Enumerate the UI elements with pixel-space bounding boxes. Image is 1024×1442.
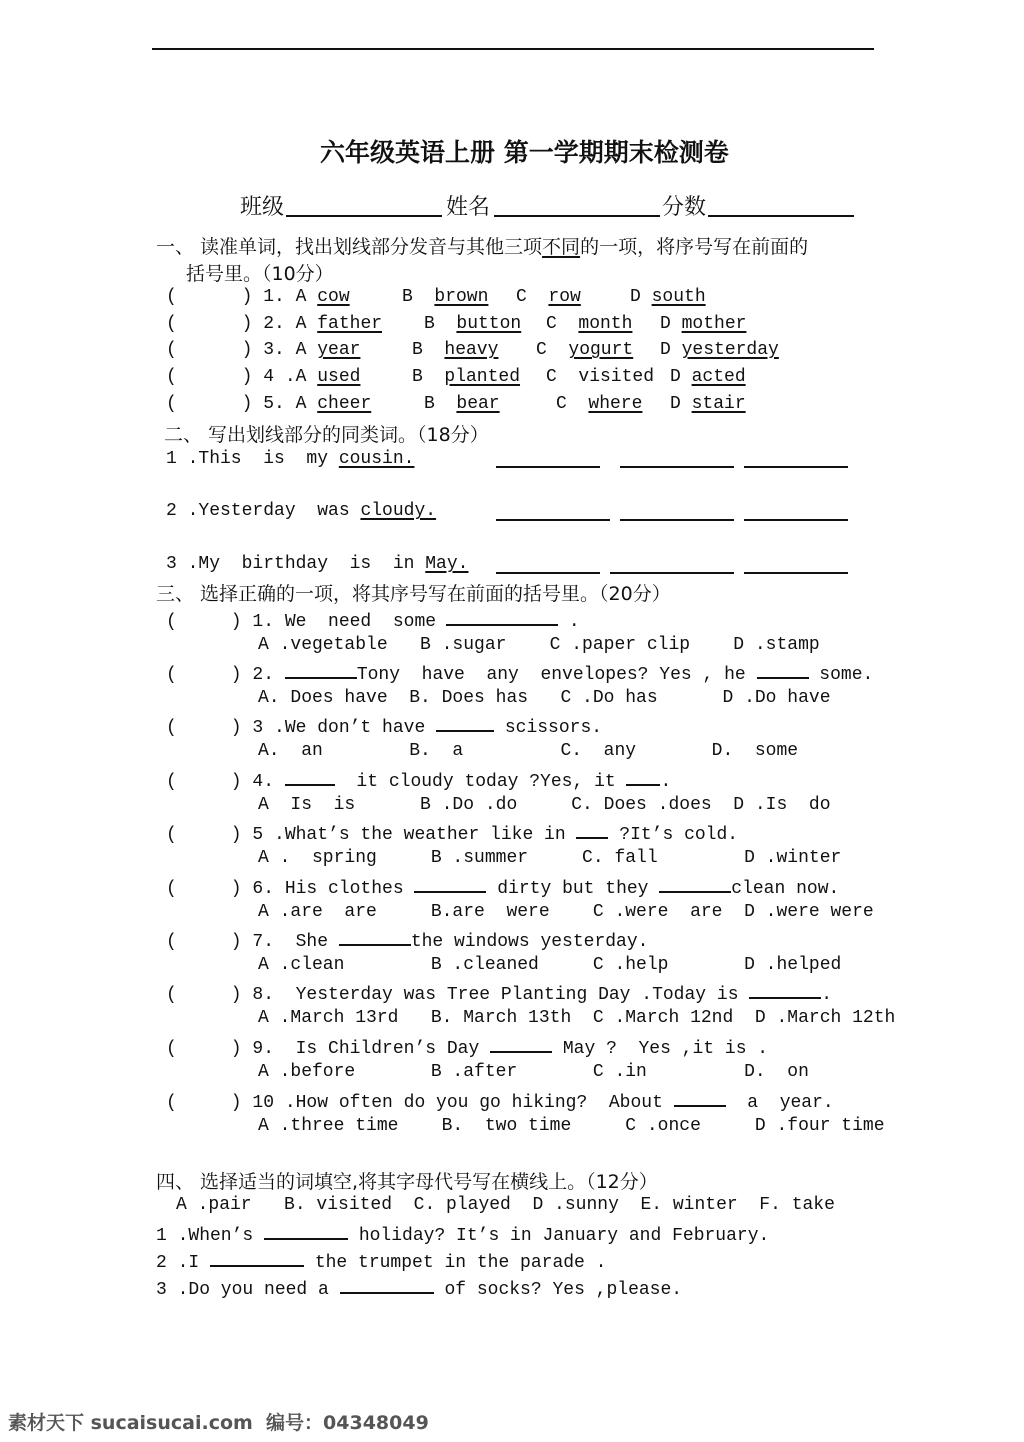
s1-q3-b: B heavy [412, 340, 499, 360]
section2-heading: 二、 写出划线部分的同类词。（18分） [164, 424, 489, 446]
s1-q1-c: C row [516, 287, 581, 307]
s3-q6-blank-2[interactable] [659, 875, 731, 893]
s4-q2-blank[interactable] [210, 1249, 304, 1267]
s3-q9-blank[interactable] [490, 1035, 552, 1053]
s2-q1-blank-3[interactable] [744, 466, 848, 468]
class-blank[interactable] [286, 215, 442, 217]
s3-q1: ( ) 1. We need some . [166, 608, 580, 632]
page-title: 六年级英语上册 第一学期期末检测卷 [320, 138, 729, 167]
s1-q2: ( ) 2. A father [166, 314, 383, 334]
s2-q3: 3 .My birthday is in May. [166, 554, 469, 574]
s2-q2-blank-1[interactable] [496, 519, 610, 521]
s1-q4-d: D acted [670, 367, 746, 387]
section1-heading-line2: 括号里。（10分） [186, 263, 334, 285]
s1-q4-b: B planted [412, 367, 521, 387]
s3-q9-options: A .before B .after C .in D. on [258, 1062, 809, 1082]
s3-q9: ( ) 9. Is Children’s Day May ? Yes ,it is . [166, 1035, 768, 1059]
s1-q5-b: B bear [424, 394, 500, 414]
s1-q3-d: D yesterday [660, 340, 779, 360]
s3-q6-blank-1[interactable] [414, 875, 486, 893]
s3-q2-options: A. Does have B. Does has C .Do has D .Do have [258, 688, 831, 708]
s1-q5-c: C where [556, 394, 643, 414]
s3-q2: ( ) 2. Tony have any envelopes? Yes , he some. [166, 661, 873, 685]
s3-q4-options: A Is is B .Do .do C. Does .does D .Is do [258, 795, 831, 815]
s3-q4: ( ) 4. it cloudy today ?Yes, it . [166, 768, 671, 792]
s3-q10-blank[interactable] [674, 1089, 726, 1107]
s3-q8-options: A .March 13rd B. March 13th C .March 12nd D .March 12th [258, 1008, 896, 1028]
s2-q3-blank-1[interactable] [496, 572, 600, 574]
s1-q2-d: D mother [660, 314, 747, 334]
s3-q5-options: A . spring B .summer C. fall D .winter [258, 848, 842, 868]
s3-q8-blank[interactable] [749, 981, 821, 999]
section3-heading: 三、 选择正确的一项，将其序号写在前面的括号里。（20分） [156, 583, 671, 605]
section4-heading: 四、 选择适当的词填空,将其字母代号写在横线上。（12分） [156, 1171, 658, 1193]
s1-q3-c: C yogurt [536, 340, 634, 360]
s1-q4: ( ) 4 .A used [166, 367, 361, 387]
s1-q5: ( ) 5. A cheer [166, 394, 372, 414]
s3-q6: ( ) 6. His clothes dirty but they clean now. [166, 875, 839, 899]
s3-q7-options: A .clean B .cleaned C .help D .helped [258, 955, 842, 975]
s1-q4-c: C visited [546, 367, 655, 387]
name-label: 姓名 [446, 195, 491, 220]
s3-q7-blank[interactable] [339, 928, 411, 946]
s1-q1: ( ) 1. A cow [166, 287, 350, 307]
s3-q5: ( ) 5 .What’s the weather like in ?It’s cold. [166, 821, 738, 845]
top-rule [152, 48, 874, 50]
s4-q1-blank[interactable] [264, 1222, 348, 1240]
s3-q1-blank[interactable] [446, 608, 558, 626]
score-label: 分数 [662, 195, 707, 220]
s2-q3-blank-2[interactable] [610, 572, 734, 574]
s2-q1-blank-1[interactable] [496, 466, 600, 468]
s1-q1-d: D south [630, 287, 706, 307]
s3-q4-blank-1[interactable] [285, 768, 335, 786]
s2-q2-blank-2[interactable] [620, 519, 734, 521]
s2-q2-blank-3[interactable] [744, 519, 848, 521]
s3-q10-options: A .three time B. two time C .once D .four time [258, 1116, 885, 1136]
watermark-footer: 素材天下 sucaisucai.com 编号：04348049 [8, 1412, 429, 1434]
s4-q2: 2 .I the trumpet in the parade . [156, 1249, 606, 1273]
s3-q8: ( ) 8. Yesterday was Tree Planting Day .Today is . [166, 981, 832, 1005]
section1-heading: 一、 读准单词，找出划线部分发音与其他三项不同的一项，将序号写在前面的 [156, 236, 809, 258]
s4-q3: 3 .Do you need a of socks? Yes ,please. [156, 1276, 682, 1300]
s3-q4-blank-2[interactable] [626, 768, 660, 786]
s2-q1: 1 .This is my cousin. [166, 449, 415, 469]
s4-word-bank: A .pair B. visited C. played D .sunny E. winter F. take [176, 1195, 835, 1215]
s3-q3-options: A. an B. a C. any D. some [258, 741, 799, 761]
s3-q1-options: A .vegetable B .sugar C .paper clip D .stamp [258, 635, 820, 655]
s3-q5-blank[interactable] [576, 821, 608, 839]
s1-q1-b: B brown [402, 287, 489, 307]
name-blank[interactable] [494, 215, 660, 217]
s2-q3-blank-3[interactable] [744, 572, 848, 574]
s3-q2-blank-1[interactable] [285, 661, 357, 679]
score-blank[interactable] [708, 215, 854, 217]
s3-q10: ( ) 10 .How often do you go hiking? About a year. [166, 1089, 834, 1113]
s2-q1-blank-2[interactable] [620, 466, 734, 468]
s1-q3: ( ) 3. A year [166, 340, 361, 360]
s1-q5-d: D stair [670, 394, 746, 414]
s1-q2-c: C month [546, 314, 633, 334]
s3-q7: ( ) 7. She the windows yesterday. [166, 928, 648, 952]
s3-q3-blank[interactable] [436, 714, 494, 732]
class-label: 班级 [240, 195, 285, 220]
s3-q6-options: A .are are B.are were C .were are D .were were [258, 902, 874, 922]
s3-q2-blank-2[interactable] [757, 661, 809, 679]
s2-q2: 2 .Yesterday was cloudy. [166, 501, 437, 521]
s4-q1: 1 .When’s holiday? It’s in January and February. [156, 1222, 769, 1246]
s1-q2-b: B button [424, 314, 522, 334]
s3-q3: ( ) 3 .We don’t have scissors. [166, 714, 602, 738]
s4-q3-blank[interactable] [340, 1276, 434, 1294]
